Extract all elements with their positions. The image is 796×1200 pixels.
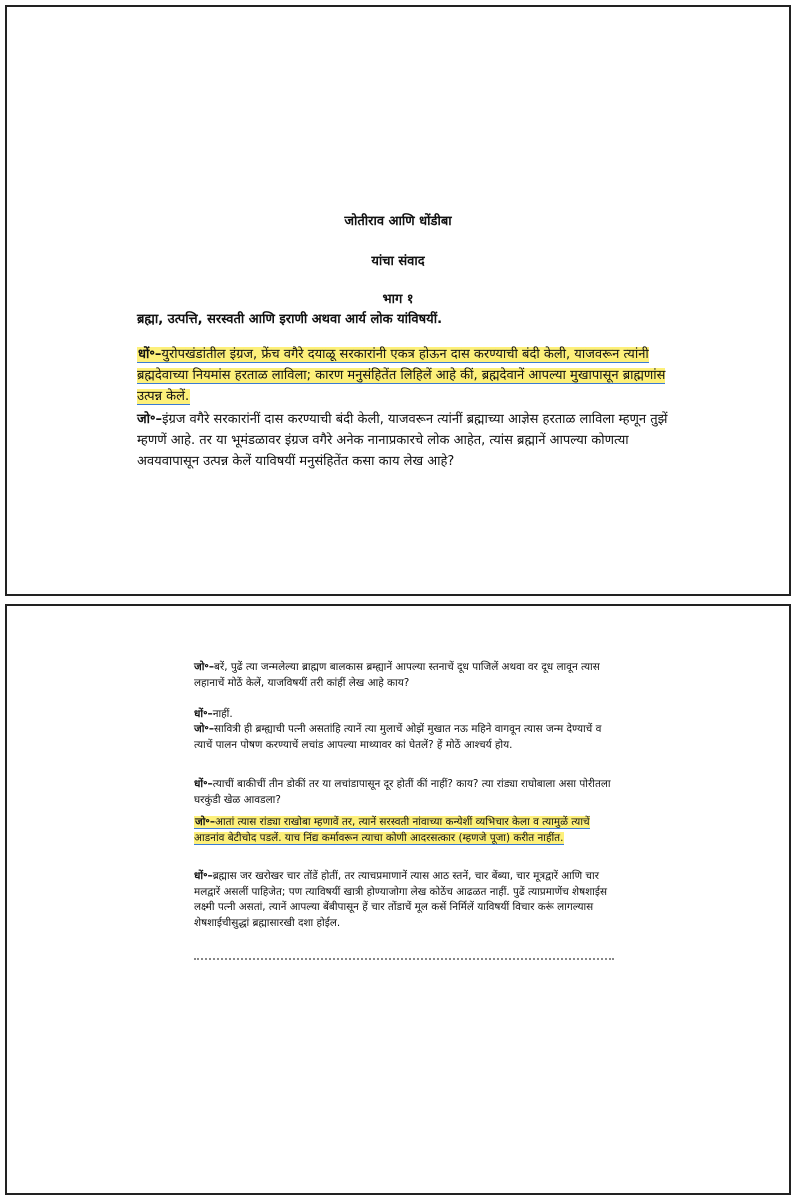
dialogue-paragraph: [137, 409, 674, 472]
dialogue-paragraph: [194, 660, 618, 691]
page-title: जोतीराव आणि धोंडीबा: [344, 214, 452, 229]
highlighted-text: [194, 816, 590, 844]
speaker-label: जो॰–: [194, 661, 215, 673]
cut-off-text-line: [194, 958, 614, 966]
dialogue-paragraph: [137, 344, 674, 407]
paragraph-text: ब्रह्मास जर खरोखर चार तोंडें होतीं, तर त्याचप्रमाणानें त्यास आठ स्तनें, चार बेंब्या, चार मूत्रद्वारें आणि चार मलद्वारें असलीं पाहिजेत; पण त्याविषयीं खात्री होण्याजोगा लेख कोठेंच आढळत नाहीं. पुढें त्याप्रमाणेंच शेषशाईस लक्ष्मी पत्नी असतां, त्यानें आपल्या बेंबीपासून हें चार तोंडाचें मूल कसें निर्मिलें याविषयीं विचार करूं लागल्यास शेषशाईचीसुद्धां ब्रह्मासारखी दशा होईल.: [194, 870, 607, 929]
speaker-label: जो॰–: [195, 816, 216, 828]
dialogue-paragraph: [194, 707, 618, 723]
speaker-label: धों॰–: [194, 870, 213, 882]
speaker-label: धों॰–: [138, 347, 162, 362]
page-subtitle: यांचा संवाद: [371, 254, 425, 269]
paragraph-text: इंग्रज वगैरे सरकारांनीं दास करण्याची बंदी केली, याजवरून त्यांनीं ब्रह्माच्या आज्ञेस हरताळ लाविला म्हणून तुझें म्हणणें आहे. तर या भूमंडळावर इंग्रज वगैरे अनेक नानाप्रकारचे लोक आहेत, त्यांस ब्रह्मानें आपल्या कोणत्या अवयवापासून उत्पन्न केलें याविषयीं मनुसंहितेंत कसा काय लेख आहे?: [137, 412, 668, 469]
dialogue-paragraph: [194, 722, 618, 753]
paragraph-text: त्याचीं बाकीचीं तीन डोकीं तर या लचांडापासून दूर होतीं कीं नाहीं? काय? त्या रांड्या राघोबाला असा पोरीतला घरकुंडी खेळ आवडला?: [194, 778, 611, 806]
part-heading: भाग १: [382, 292, 414, 307]
speaker-label: धों॰–: [194, 778, 213, 790]
paragraph-text: बरें, पुढें त्या जन्मलेल्या ब्राह्मण बालकास ब्रम्ह्यानें आपल्या स्तनाचें दूध पाजिलें अथवा वर दूध लावून त्यास लहानाचें मोठें केलें, याजविषयीं तरी कांहीं लेख आहे काय?: [194, 661, 600, 689]
section-heading: ब्रह्मा, उत्पत्ति, सरस्वती आणि इराणी अथवा आर्य लोक यांविषयीं.: [137, 312, 443, 327]
dialogue-paragraph: [194, 869, 618, 931]
highlighted-text: [137, 347, 665, 404]
paragraph-text: नाहीं.: [212, 708, 233, 720]
speaker-label: धों॰–: [194, 708, 213, 720]
speaker-label: जो॰–: [194, 723, 215, 735]
paragraph-text: सावित्री ही ब्रम्ह्याची पत्नी असतांहि त्यानें त्या मुलाचें ओझें मुखात नऊ महिने वागवून त्यास जन्म देण्याचें व त्याचें पालन पोषण करण्याचें लचांड आपल्या माथ्यावर कां घेतलें? हें मोठें आश्चर्य होय.: [194, 723, 602, 751]
speaker-label: जो॰–: [137, 412, 163, 427]
dialogue-paragraph: [194, 815, 618, 846]
paragraph-text: आतां त्यास रांड्या राखोबा म्हणावें तर, त्यानें सरस्वती नांवाच्या कन्येशीं व्यभिचार केला व त्यामुळें त्याचें आडनांव बेटीचोद पडलें. याच निंद्य कर्मावरून त्याचा कोणी आदरसत्कार (म्हणजे पूजा) करीत नाहींत.: [194, 816, 590, 844]
dialogue-paragraph: [194, 777, 618, 808]
paragraph-text: युरोपखंडांतील इंग्रज, फ्रेंच वगैरे दयाळू सरकारांनी एकत्र होऊन दास करण्याची बंदी केली, याजवरून त्यांनी ब्रह्मदेवाच्या नियमांस हरताळ लाविला; कारण मनुसंहितेंत लिहिलें आहे कीं, ब्रह्मदेवानें आपल्या मुखापासून ब्राह्मणांस उत्पन्न केलें.: [137, 347, 666, 404]
